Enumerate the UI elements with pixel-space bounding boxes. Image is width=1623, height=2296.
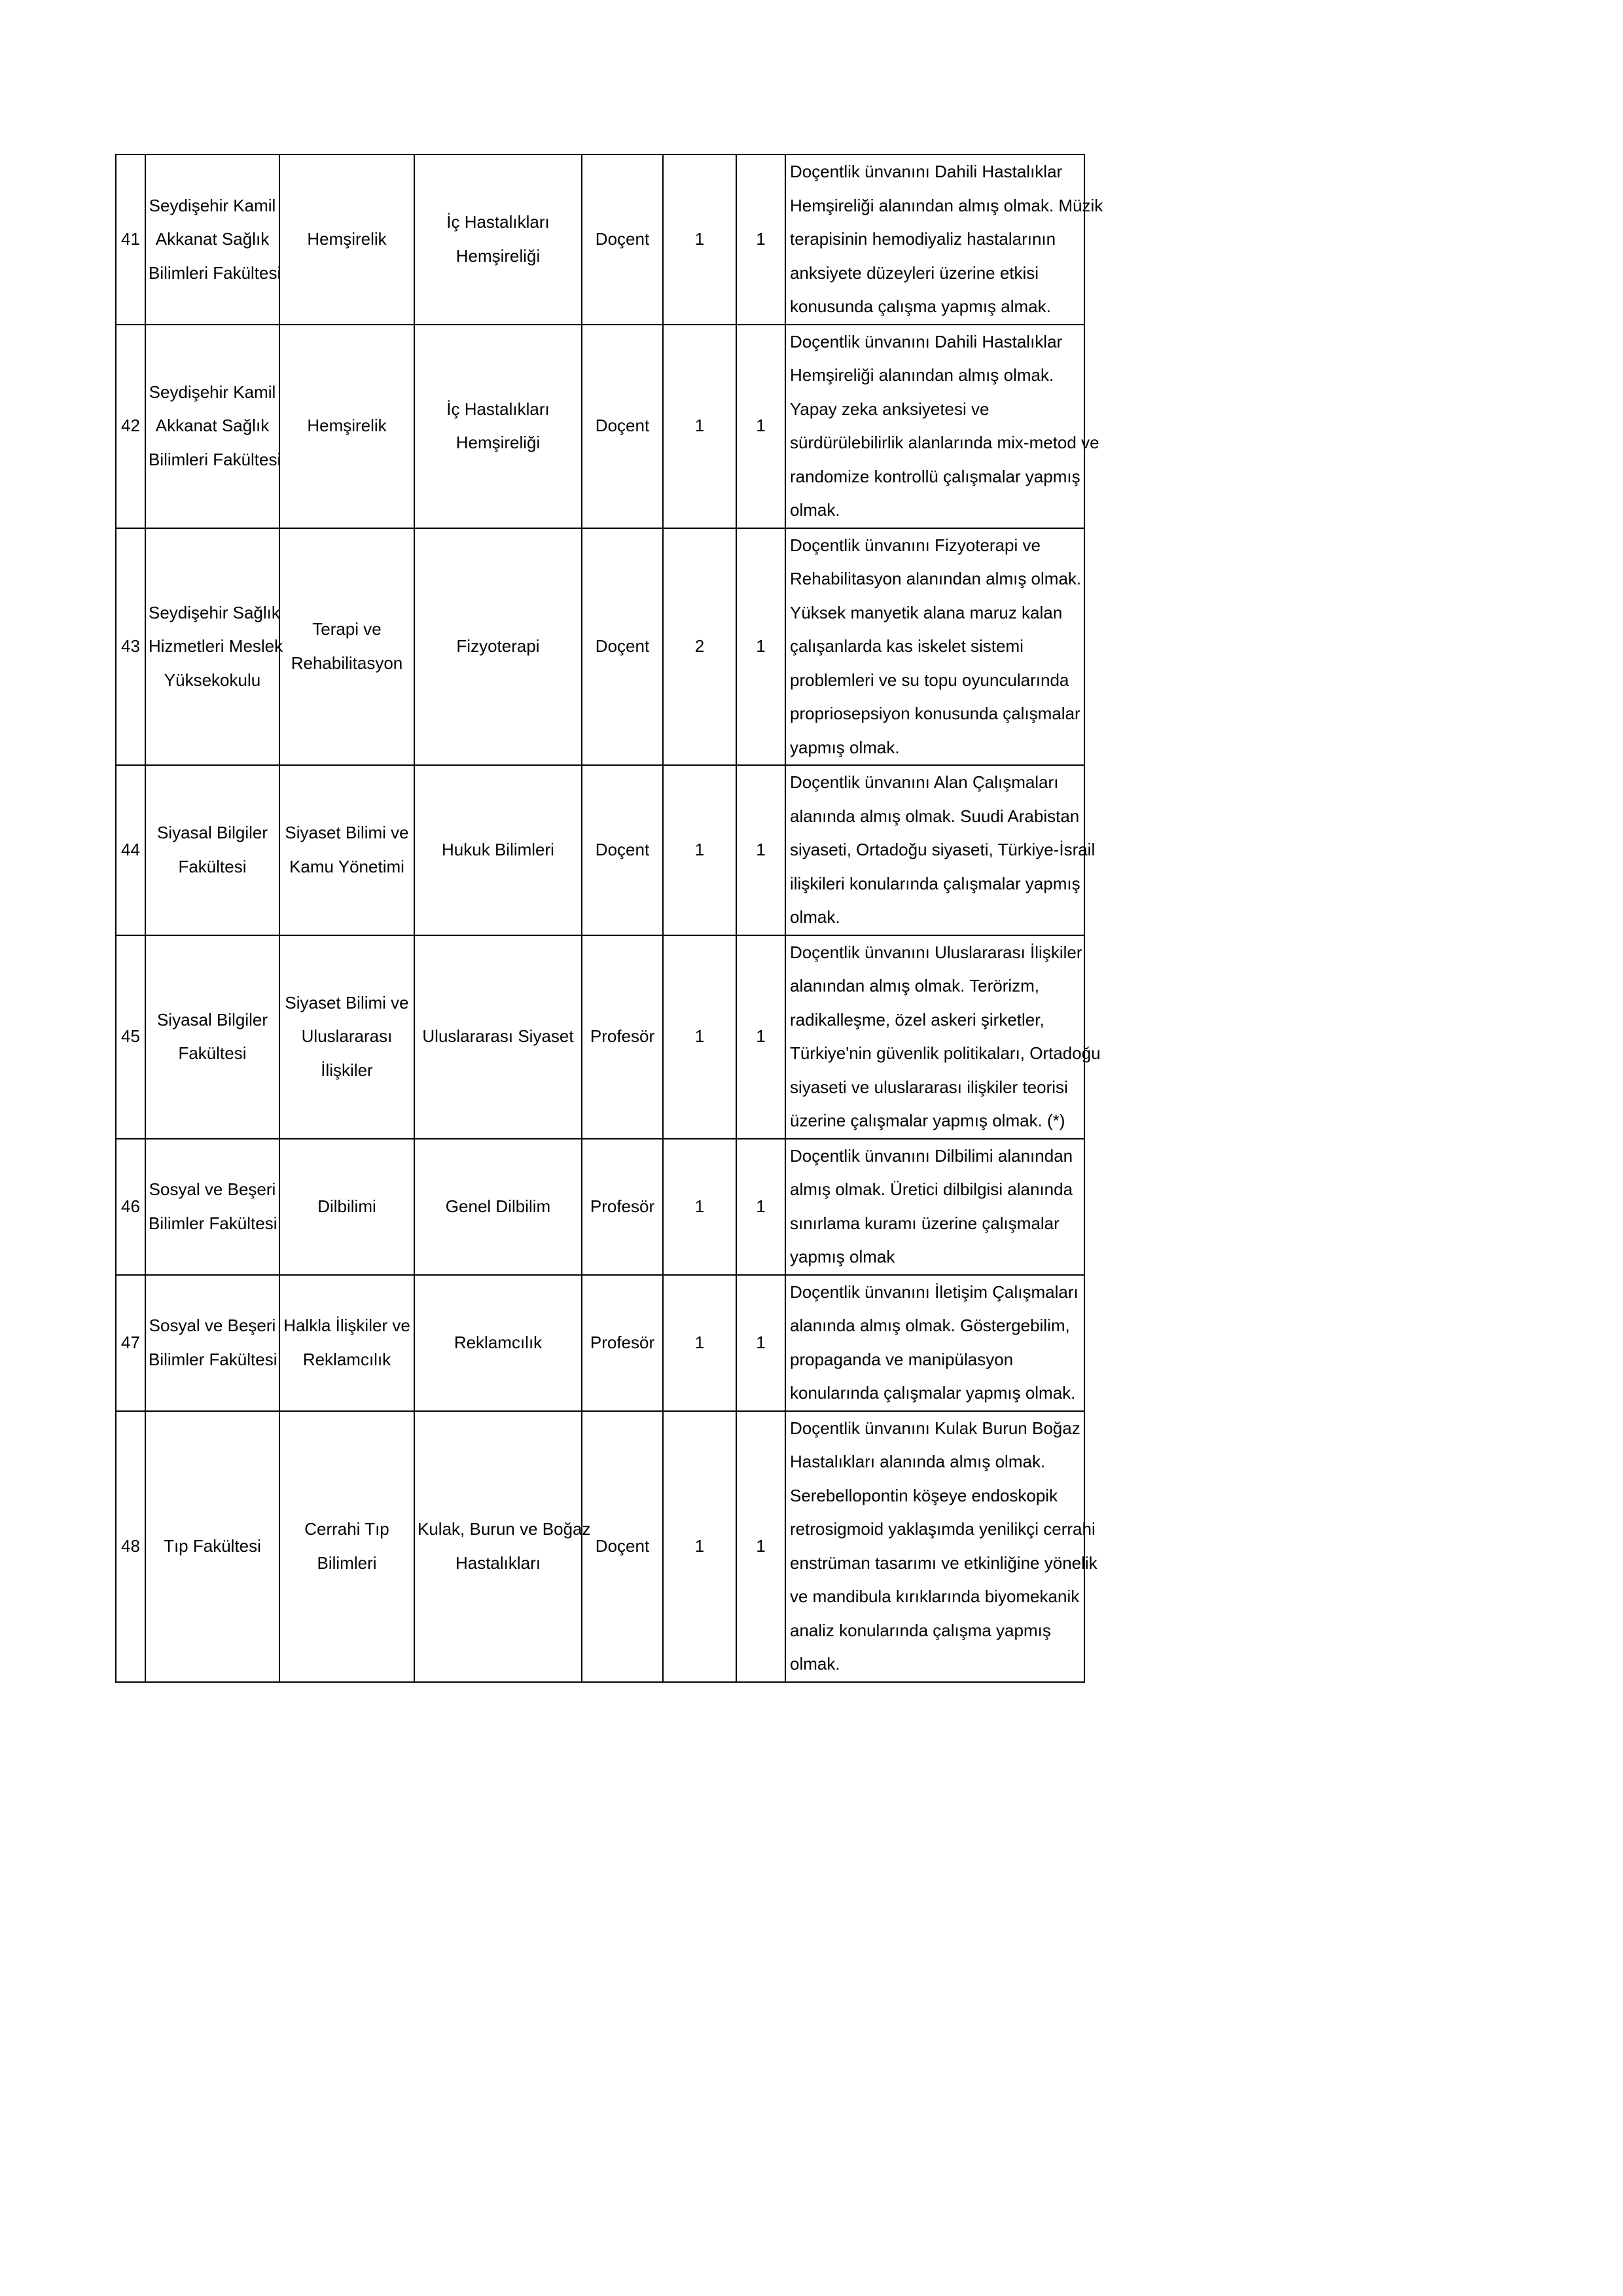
row-number-cell: 42 bbox=[116, 325, 145, 528]
description-line: Yüksek manyetik alana maruz kalan bbox=[790, 602, 1063, 622]
description-line: Doçentlik ünvanını Fizyoterapi ve bbox=[790, 535, 1041, 555]
department-cell bbox=[279, 1411, 414, 1682]
title-cell: Doçent bbox=[582, 528, 663, 766]
department-line: Hemşirelik bbox=[307, 416, 387, 436]
unit-line: Bilimler Fakültesi bbox=[149, 1213, 277, 1233]
description-cell bbox=[785, 765, 1096, 935]
degree-cell: 1 bbox=[736, 325, 785, 528]
field-line: İç Hastalıkları bbox=[446, 212, 550, 232]
row-number-cell: 41 bbox=[116, 154, 145, 325]
title-cell: Doçent bbox=[582, 154, 663, 325]
unit-line: Seydişehir Kamil bbox=[149, 195, 276, 215]
degree-cell: 1 bbox=[736, 935, 785, 1139]
description-line: ve mandibula kırıklarında biyomekanik bbox=[790, 1587, 1080, 1606]
field-line: Fizyoterapi bbox=[456, 636, 540, 656]
department-cell bbox=[279, 1139, 414, 1275]
row-number-cell: 43 bbox=[116, 528, 145, 766]
description-line: alanında almış olmak. Göstergebilim, bbox=[790, 1316, 1070, 1335]
unit-line: Siyasal Bilgiler bbox=[156, 823, 268, 843]
description-line: siyaseti, Ortadoğu siyaseti, Türkiye-İsrail bbox=[790, 840, 1096, 859]
title-cell: Profesör bbox=[582, 1275, 663, 1411]
department-cell bbox=[279, 935, 414, 1139]
unit-line: Akkanat Sağlık bbox=[155, 229, 270, 249]
unit-line: Bilimleri Fakültesi bbox=[149, 262, 281, 283]
description-cell bbox=[785, 1275, 1084, 1411]
field-cell bbox=[414, 1139, 582, 1275]
row-number-cell: 48 bbox=[116, 1411, 145, 1682]
description-cell bbox=[785, 154, 1103, 325]
description-line: sürdürülebilirlik alanlarında mix-metod ve bbox=[790, 433, 1099, 452]
field-line: İç Hastalıkları bbox=[446, 399, 550, 419]
unit-line: Tıp Fakültesi bbox=[164, 1535, 261, 1556]
description-line: çalışanlarda kas iskelet sistemi bbox=[790, 636, 1024, 656]
position-table bbox=[115, 154, 1103, 1683]
description-line: Doçentlik ünvanını Alan Çalışmaları bbox=[790, 772, 1059, 792]
description-line: problemleri ve su topu oyuncularında bbox=[790, 670, 1069, 690]
department-line: Bilimleri bbox=[317, 1552, 377, 1573]
field-line: Uluslararası Siyaset bbox=[422, 1026, 574, 1047]
description-line: Doçentlik ünvanını Uluslararası İlişkiler bbox=[790, 942, 1082, 962]
description-line: propaganda ve manipülasyon bbox=[790, 1349, 1014, 1369]
unit-line: Bilimler Fakültesi bbox=[149, 1349, 277, 1369]
department-line: Kamu Yönetimi bbox=[289, 856, 404, 876]
description-line: alanından almış olmak. Terörizm, bbox=[790, 976, 1040, 996]
field-cell bbox=[414, 1411, 591, 1682]
row-number-cell: 46 bbox=[116, 1139, 145, 1275]
description-line: konusunda çalışma yapmış almak. bbox=[790, 296, 1051, 316]
description-line: Hastalıkları alanında almış olmak. bbox=[790, 1452, 1046, 1471]
unit-cell bbox=[145, 935, 279, 1139]
description-line: olmak. bbox=[790, 1654, 840, 1674]
department-cell bbox=[279, 1275, 414, 1411]
count-cell: 1 bbox=[663, 765, 736, 935]
count-cell: 1 bbox=[663, 1139, 736, 1275]
unit-cell bbox=[145, 1275, 279, 1411]
unit-line: Bilimleri Fakültesi bbox=[149, 449, 281, 469]
description-line: analiz konularında çalışma yapmış bbox=[790, 1620, 1051, 1640]
unit-line: Yüksekokulu bbox=[164, 670, 261, 690]
description-line: Doçentlik ünvanını Dahili Hastalıklar bbox=[790, 331, 1063, 351]
unit-cell bbox=[145, 528, 283, 766]
department-line: Siyaset Bilimi ve bbox=[285, 823, 409, 843]
table-row bbox=[116, 1411, 1084, 1682]
table-row bbox=[116, 1139, 1084, 1275]
department-line: Terapi ve bbox=[312, 619, 382, 639]
field-line: Hemşireliği bbox=[455, 245, 541, 266]
field-cell bbox=[414, 154, 582, 325]
unit-line: Siyasal Bilgiler bbox=[156, 1009, 268, 1030]
description-line: Rehabilitasyon alanından almış olmak. bbox=[790, 569, 1082, 588]
department-cell bbox=[279, 325, 414, 528]
field-line: Reklamcılık bbox=[454, 1332, 543, 1352]
department-line: Rehabilitasyon bbox=[291, 653, 403, 673]
degree-cell: 1 bbox=[736, 528, 785, 766]
field-line: Genel Dilbilim bbox=[445, 1196, 551, 1216]
description-cell bbox=[785, 935, 1101, 1139]
description-line: randomize kontrollü çalışmalar yapmış bbox=[790, 466, 1080, 486]
count-cell: 1 bbox=[663, 1275, 736, 1411]
description-line: terapisinin hemodiyaliz hastalarının bbox=[790, 229, 1056, 249]
description-line: sınırlama kuramı üzerine çalışmalar bbox=[790, 1213, 1060, 1233]
field-cell bbox=[414, 325, 582, 528]
description-line: ilişkileri konularında çalışmalar yapmış bbox=[790, 873, 1080, 893]
table-row bbox=[116, 325, 1084, 528]
unit-cell bbox=[145, 1139, 279, 1275]
unit-line: Hizmetleri Meslek bbox=[149, 636, 283, 656]
description-line: Serebellopontin köşeye endoskopik bbox=[790, 1485, 1058, 1505]
unit-line: Akkanat Sağlık bbox=[155, 416, 270, 436]
title-cell: Profesör bbox=[582, 1139, 663, 1275]
unit-line: Seydişehir Kamil bbox=[149, 382, 276, 402]
table-row bbox=[116, 528, 1084, 766]
department-cell bbox=[279, 528, 414, 766]
description-line: olmak. bbox=[790, 500, 840, 520]
table-body bbox=[116, 154, 1103, 1682]
count-cell: 1 bbox=[663, 325, 736, 528]
title-cell: Doçent bbox=[582, 1411, 663, 1682]
description-line: Doçentlik ünvanını İletişim Çalışmaları bbox=[790, 1282, 1079, 1302]
count-cell: 1 bbox=[663, 154, 736, 325]
unit-line: Sosyal ve Beşeri bbox=[149, 1179, 276, 1199]
description-line: enstrüman tasarımı ve etkinliğine yönelik bbox=[790, 1552, 1097, 1573]
unit-cell bbox=[145, 1411, 279, 1682]
field-cell bbox=[414, 528, 582, 766]
department-line: Dilbilimi bbox=[317, 1196, 376, 1216]
description-line: Hemşireliği alanından almış olmak. Müzik bbox=[790, 195, 1103, 215]
department-line: Halkla İlişkiler ve bbox=[283, 1316, 410, 1335]
title-cell: Doçent bbox=[582, 765, 663, 935]
table-row bbox=[116, 154, 1084, 325]
count-cell: 2 bbox=[663, 528, 736, 766]
description-line: Doçentlik ünvanını Dahili Hastalıklar bbox=[790, 162, 1063, 181]
description-line: propriosepsiyon konusunda çalışmalar bbox=[790, 704, 1080, 723]
description-line: radikalleşme, özel askeri şirketler, bbox=[790, 1009, 1044, 1030]
unit-line: Fakültesi bbox=[178, 856, 247, 876]
unit-cell bbox=[145, 154, 279, 325]
description-line: Yapay zeka anksiyetesi ve bbox=[790, 399, 990, 419]
description-line: Doçentlik ünvanını Dilbilimi alanından bbox=[790, 1145, 1073, 1166]
field-cell bbox=[414, 1275, 582, 1411]
department-line: Cerrahi Tıp bbox=[304, 1519, 389, 1539]
description-line: alanında almış olmak. Suudi Arabistan bbox=[790, 806, 1080, 826]
description-line: yapmış olmak bbox=[790, 1247, 895, 1266]
degree-cell: 1 bbox=[736, 1411, 785, 1682]
description-cell bbox=[785, 325, 1099, 528]
count-cell: 1 bbox=[663, 1411, 736, 1682]
description-line: Doçentlik ünvanını Kulak Burun Boğaz bbox=[790, 1418, 1080, 1438]
title-cell: Doçent bbox=[582, 325, 663, 528]
description-line: almış olmak. Üretici dilbilgisi alanında bbox=[790, 1179, 1073, 1199]
row-number-cell: 47 bbox=[116, 1275, 145, 1411]
description-line: üzerine çalışmalar yapmış olmak. (*) bbox=[790, 1111, 1065, 1130]
description-line: Hemşireliği alanından almış olmak. bbox=[790, 365, 1054, 385]
degree-cell: 1 bbox=[736, 154, 785, 325]
field-line: Kulak, Burun ve Boğaz bbox=[418, 1519, 591, 1539]
department-line: Uluslararası bbox=[301, 1026, 393, 1047]
unit-line: Seydişehir Sağlık bbox=[149, 602, 280, 622]
department-line: Hemşirelik bbox=[307, 229, 387, 249]
description-line: retrosigmoid yaklaşımda yenilikçi cerrahi bbox=[790, 1519, 1096, 1539]
field-line: Hemşireliği bbox=[455, 433, 541, 452]
department-cell bbox=[279, 154, 414, 325]
unit-line: Fakültesi bbox=[178, 1043, 247, 1063]
field-line: Hukuk Bilimleri bbox=[442, 840, 554, 859]
description-cell bbox=[785, 528, 1084, 766]
row-number-cell: 45 bbox=[116, 935, 145, 1139]
description-line: anksiyete düzeyleri üzerine etkisi bbox=[790, 262, 1039, 283]
description-line: yapmış olmak. bbox=[790, 737, 900, 757]
field-line: Hastalıkları bbox=[455, 1552, 541, 1573]
degree-cell: 1 bbox=[736, 765, 785, 935]
table-row bbox=[116, 765, 1084, 935]
field-cell bbox=[414, 765, 582, 935]
unit-line: Sosyal ve Beşeri bbox=[149, 1316, 276, 1335]
description-line: konularında çalışmalar yapmış olmak. bbox=[790, 1383, 1076, 1403]
department-line: Siyaset Bilimi ve bbox=[285, 992, 409, 1013]
unit-cell bbox=[145, 765, 279, 935]
degree-cell: 1 bbox=[736, 1139, 785, 1275]
table-row bbox=[116, 935, 1084, 1139]
title-cell: Profesör bbox=[582, 935, 663, 1139]
field-cell bbox=[414, 935, 582, 1139]
description-line: olmak. bbox=[790, 907, 840, 927]
department-line: Reklamcılık bbox=[302, 1349, 391, 1369]
department-line: İlişkiler bbox=[321, 1060, 373, 1080]
count-cell: 1 bbox=[663, 935, 736, 1139]
unit-cell bbox=[145, 325, 279, 528]
description-line: Türkiye'nin güvenlik politikaları, Ortadoğu bbox=[790, 1043, 1101, 1063]
description-line: siyaseti ve uluslararası ilişkiler teorisi bbox=[790, 1077, 1068, 1097]
description-cell bbox=[785, 1411, 1097, 1682]
row-number-cell: 44 bbox=[116, 765, 145, 935]
department-cell bbox=[279, 765, 414, 935]
degree-cell: 1 bbox=[736, 1275, 785, 1411]
description-cell bbox=[785, 1139, 1084, 1275]
table-row bbox=[116, 1275, 1084, 1411]
